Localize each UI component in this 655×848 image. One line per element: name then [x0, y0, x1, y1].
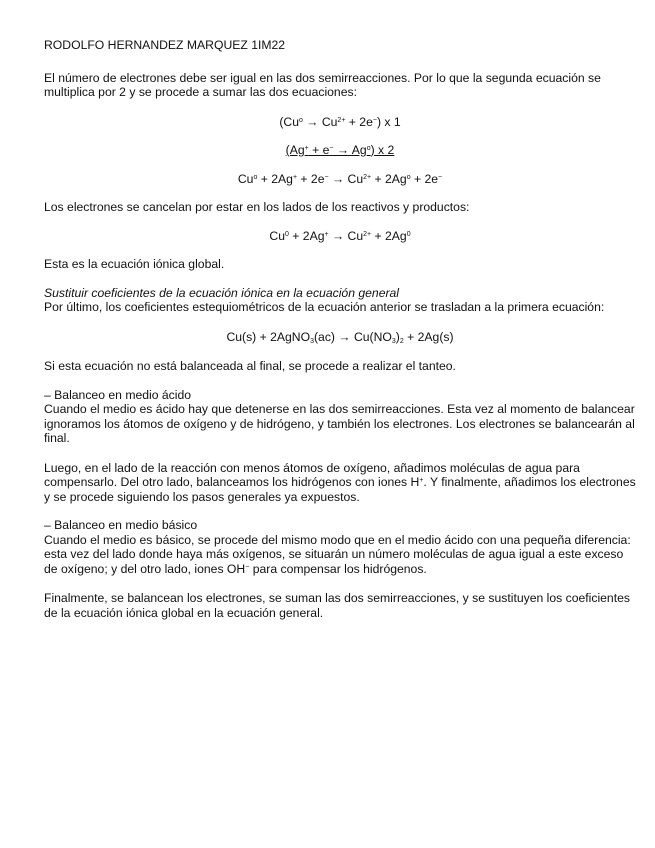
- author-header: RODOLFO HERNANDEZ MARQUEZ 1IM22: [44, 38, 286, 52]
- cancel-paragraph: Los electrones se cancelan por estar en los lados de los reactivos y productos:: [44, 200, 470, 214]
- half-reaction-copper: $(Cu^o \to Cu^{2+} + 2e^-)$ x 1: [279, 114, 401, 129]
- global-ionic-equation: $Cu^0 + 2Ag^+ \to Cu^{2+} + 2Ag^0$: [269, 228, 411, 243]
- substitute-paragraph: Por último, los coeficientes estequiométricos de la ecuación anterior se trasladan a la primera ecuación:: [44, 300, 605, 314]
- acid-paragraph-1: Cuando el medio es ácido hay que detenerse en las dos semirreacciones. Esta vez al momento de balancear ignoramos los átomos de oxígeno y de hidrógeno, y también los electrones. Los electrones se balancearán al final.: [44, 402, 635, 445]
- summed-equation: $Cu^o + 2Ag^+ + 2e^- \to Cu^{2+} + 2Ag^o + 2e^-$: [237, 171, 443, 186]
- section-heading-acid: – Balanceo en medio ácido: [44, 387, 192, 402]
- global-paragraph: Esta es la ecuación iónica global.: [44, 257, 225, 271]
- acid-paragraph-2: Luego, en el lado de la reacción con menos átomos de oxígeno, añadimos moléculas de agua para compensarlo. Del otro lado, balanceamos los hidrógenos con iones H+. Y finalmente, añadimos los electrones y se procede siguiendo los pasos generales ya expuestos.: [44, 460, 636, 504]
- section-heading-substitute: Sustituir coeficientes de la ecuación iónica en la ecuación general: [44, 285, 400, 300]
- final-paragraph: Finalmente, se balancean los electrones, se suman las dos semirreacciones, y se sustituyen los coeficientes de la ecuación iónica global en la ecuación general.: [44, 591, 630, 620]
- tanteo-paragraph: Si esta ecuación no está balanceada al final, se procede a realizar el tanteo.: [44, 359, 456, 373]
- section-heading-basic: – Balanceo en medio básico: [44, 518, 198, 532]
- basic-paragraph: Cuando el medio es básico, se procede del mismo modo que en el medio ácido con una pequeña diferencia: esta vez del lado donde haya más oxígenos, se situarán un número moléculas de agua igual a este exceso de oxígeno; y del otro lado, iones OH− para compensar los hidrógenos.: [44, 532, 631, 576]
- general-equation: Cu(s) + 2AgNO$_3$(ac) → $Cu(NO_3)_2 + 2Ag(s)$: [226, 329, 454, 345]
- intro-paragraph: El número de electrones debe ser igual en las dos semirreacciones. Por lo que la segunda ecuación se multiplica por 2 y se procede a sumar las dos ecuaciones:: [44, 70, 601, 99]
- half-reaction-silver: $(Ag^+ + e^- \to Ag^o)$ x 2: [285, 143, 395, 157]
- document-page: [44, 38, 636, 620]
